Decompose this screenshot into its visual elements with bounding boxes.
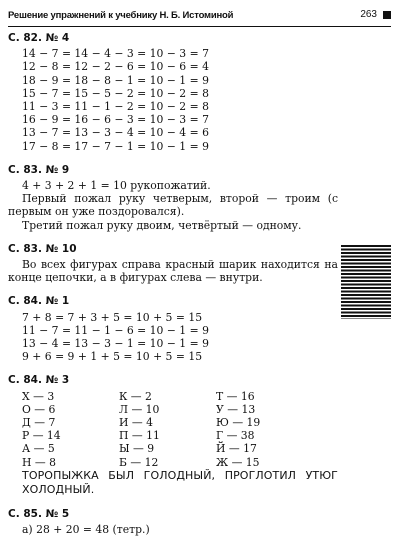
equation-line: а) 28 + 20 = 48 (тетр.): [22, 523, 150, 537]
black-square-marker-icon: [383, 11, 391, 19]
page-header: [8, 6, 391, 27]
letter-value: Т — 16: [216, 389, 255, 403]
exercise-85-5: [8, 508, 338, 536]
letter-value: И — 4: [119, 416, 153, 430]
exercise-83-9: [8, 164, 338, 232]
decoded-answer: ТОРОПЫЖКА БЫЛ ГОЛОДНЫЙ, ПРОГЛОТИЛ УТЮГ ХОЛОДНЫЙ.: [22, 468, 338, 496]
letter-value: Г — 38: [216, 429, 255, 443]
equation-line: 16 − 9 = 16 − 6 − 3 = 10 − 3 = 7: [22, 113, 209, 127]
letter-value-grid: [8, 390, 338, 469]
exercise-heading: С. 85. № 5: [8, 507, 70, 520]
exercise-heading: С. 84. № 3: [8, 374, 70, 387]
exercise-82-4: [8, 32, 338, 153]
page-content: [8, 32, 338, 547]
answer-equation: [8, 179, 338, 192]
equation-list: [8, 47, 338, 153]
explanation-paragraph: Третий пожал руку двоим, четвёртый — одному.: [22, 218, 302, 232]
letter-value: Д — 7: [22, 416, 56, 430]
equation-list: [8, 523, 338, 536]
letter-value: Х — 3: [22, 389, 55, 403]
letter-value: А — 5: [22, 442, 55, 456]
exercise-heading: С. 82. № 4: [8, 32, 70, 44]
equation-line: 14 − 7 = 14 − 4 − 3 = 10 − 3 = 7: [22, 47, 209, 61]
letter-value: Ы — 9: [119, 442, 155, 456]
equation-line: 4 + 3 + 2 + 1 = 10 рукопожатий.: [22, 179, 211, 193]
letter-value: Й — 17: [216, 442, 257, 456]
exercise-heading: С. 84. № 1: [8, 295, 70, 308]
equation-line: 11 − 7 = 11 − 1 − 6 = 10 − 1 = 9: [22, 323, 209, 337]
page-number: 263: [360, 9, 377, 20]
letter-value: Н — 8: [22, 455, 56, 469]
exercise-heading: С. 83. № 9: [8, 163, 70, 176]
exercise-84-3: [8, 374, 338, 496]
letter-value: П — 11: [119, 429, 160, 443]
exercise-83-10: [8, 243, 338, 285]
letter-value: Р — 14: [22, 429, 61, 443]
equation-line: 15 − 7 = 15 − 5 − 2 = 10 − 2 = 8: [22, 86, 209, 100]
letter-value: Ж — 15: [216, 455, 260, 469]
exercise-heading: С. 83. № 10: [8, 242, 77, 255]
letter-value: У — 13: [216, 402, 256, 416]
letter-value: О — 6: [22, 402, 56, 416]
letter-value: Л — 10: [119, 402, 160, 416]
equation-line: 9 + 6 = 9 + 1 + 5 = 10 + 5 = 15: [22, 350, 203, 364]
equation-line: 18 − 9 = 18 − 8 − 1 = 10 − 1 = 9: [22, 73, 209, 87]
equation-line: 7 + 8 = 7 + 3 + 5 = 10 + 5 = 15: [22, 310, 203, 324]
equation-line: 11 − 3 = 11 − 1 − 2 = 10 − 2 = 8: [22, 100, 209, 114]
equation-list: [8, 311, 338, 364]
letter-value: Б — 12: [119, 455, 159, 469]
letter-value: Ю — 19: [216, 416, 261, 430]
equation-line: 13 − 7 = 13 − 3 − 4 = 10 − 4 = 6: [22, 126, 209, 140]
equation-line: 17 − 8 = 17 − 7 − 1 = 10 − 1 = 9: [22, 139, 209, 153]
exercise-84-1: [8, 295, 338, 363]
explanation-paragraph: Во всех фигурах справа красный шарик находится на конце цепочки, а в фигурах слева — внутри.: [8, 258, 338, 285]
equation-line: 12 − 8 = 12 − 2 − 6 = 10 − 6 = 4: [22, 60, 209, 74]
running-title: Решение упражнений к учебнику Н. Б. Истоминой: [8, 10, 234, 21]
letter-value: К — 2: [119, 389, 152, 403]
equation-line: 13 − 4 = 13 − 3 − 1 = 10 − 1 = 9: [22, 337, 209, 351]
explanation-paragraph: Первый пожал руку четверым, второй — троим (с первым он уже поздоровался).: [8, 192, 338, 219]
striped-thumb-tab: [341, 245, 391, 319]
